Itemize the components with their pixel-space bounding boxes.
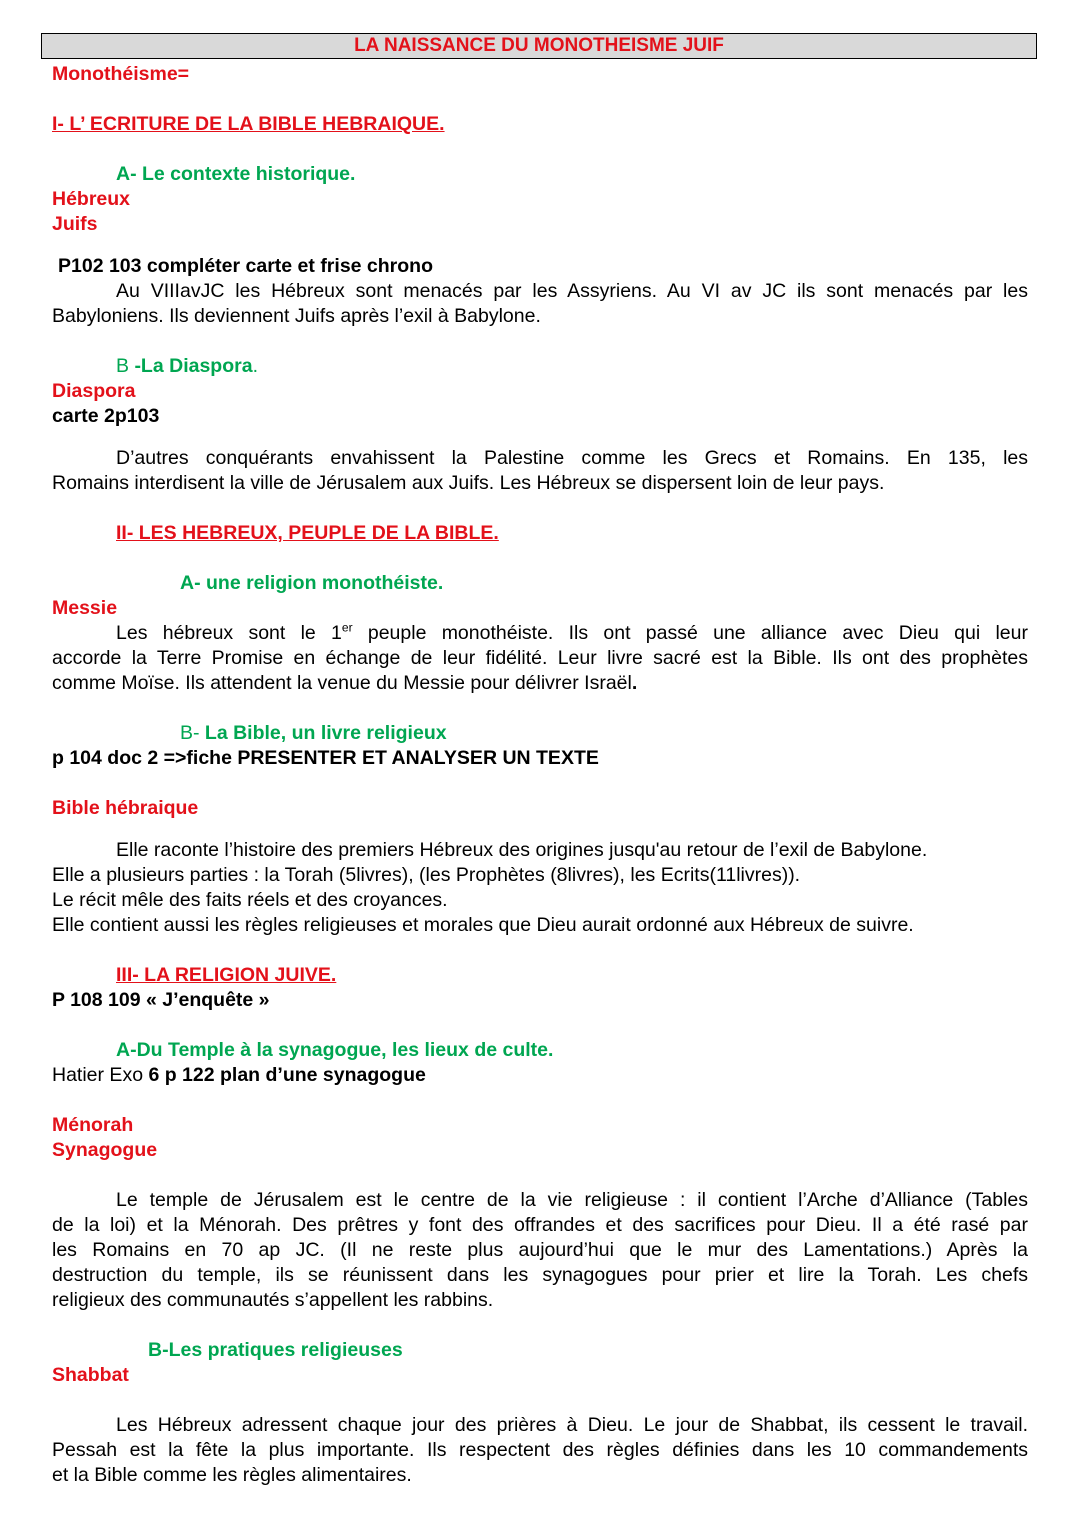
section-2b-title: La Bible, un livre religieux <box>204 722 447 744</box>
section-1b-title: -La Diaspora <box>134 355 253 377</box>
paragraph-line: destruction du temple, ils se réunissent dans les synagogues pour prier et lire la Torah. Les chefs <box>52 1264 1028 1286</box>
paragraph-line: Le temple de Jérusalem est le centre de la vie religieuse : il contient l’Arche d’Alliance (Tables <box>116 1189 1028 1211</box>
paragraph-line <box>52 671 1028 696</box>
term-monotheisme: Monothéisme= <box>52 63 190 85</box>
section-2b-prefix: B- <box>180 722 205 744</box>
section-2a-heading: A- une religion monothéiste. <box>180 572 444 594</box>
paragraph-line: accorde la Terre Promise en échange de leur fidélité. Leur livre sacré est la Bible. Ils ont des prophètes <box>52 647 1028 669</box>
exercise-p102: P102 103 compléter carte et frise chrono <box>58 255 434 277</box>
paragraph-line: de la loi) et la Ménorah. Des prêtres y font des offrandes et des sacrifices pour Dieu. Il a été rasé par <box>52 1214 1028 1236</box>
paragraph-line <box>52 621 1028 646</box>
paragraph-line: les Romains en 70 ap JC. (Il ne reste plus aujourd’hui que le mur des Lamentations.) Après la <box>52 1239 1028 1261</box>
section-1a-heading: A- Le contexte historique. <box>116 163 356 185</box>
text-span: Hatier Exo <box>52 1064 149 1086</box>
text-span: comme Moïse. Ils attendent la venue du Messie pour délivrer Israël <box>52 672 632 694</box>
text-span: . <box>631 672 638 694</box>
paragraph-line: D’autres conquérants envahissent la Palestine comme les Grecs et Romains. En 135, les <box>116 447 1028 469</box>
paragraph-line: Babyloniens. Ils deviennent Juifs après l’exil à Babylone. <box>52 305 541 327</box>
section-2b-heading <box>180 721 447 746</box>
exercise-p104: p 104 doc 2 =>fiche PRESENTER ET ANALYSER UN TEXTE <box>52 747 599 769</box>
section-1b-suffix: . <box>252 355 258 377</box>
exercise-hatier <box>52 1063 426 1088</box>
paragraph-line: religieux des communautés s’appellent les rabbins. <box>52 1289 494 1311</box>
text-span: 6 p 122 plan d’une synagogue <box>148 1064 426 1086</box>
section-1b-heading <box>116 354 258 379</box>
term-juifs: Juifs <box>52 213 98 235</box>
term-synagogue: Synagogue <box>52 1139 158 1161</box>
section-3a-heading: A-Du Temple à la synagogue, les lieux de culte. <box>116 1039 554 1061</box>
paragraph-line: et la Bible comme les règles alimentaires. <box>52 1464 412 1486</box>
section-1-heading: I- L’ ECRITURE DE LA BIBLE HEBRAIQUE. <box>52 113 445 135</box>
paragraph-line: Elle raconte l’histoire des premiers Hébreux des origines jusqu'au retour de l’exil de Babylone. <box>116 839 928 861</box>
term-menorah: Ménorah <box>52 1114 134 1136</box>
term-diaspora: Diaspora <box>52 380 136 402</box>
paragraph-line: Elle a plusieurs parties : la Torah (5livres), (les Prophètes (8livres), les Ecrits(11livres)). <box>52 864 801 886</box>
paragraph-line: Elle contient aussi les règles religieuses et morales que Dieu aurait ordonné aux Hébreux de suivre. <box>52 914 914 936</box>
exercise-carte: carte 2p103 <box>52 405 160 427</box>
text-span: Les hébreux sont le 1 <box>116 622 342 644</box>
exercise-p108: P 108 109 « J’enquête » <box>52 989 270 1011</box>
paragraph-line: Au VIIIavJC les Hébreux sont menacés par les Assyriens. Au VI av JC ils sont menacés par les <box>116 280 1028 302</box>
text-span: peuple monothéiste. Ils ont passé une alliance avec Dieu qui leur <box>352 622 1028 644</box>
paragraph-line: Pessah est la fête la plus importante. Ils respectent des règles définies dans les 10 commandements <box>52 1439 1028 1461</box>
term-shabbat: Shabbat <box>52 1364 129 1386</box>
superscript: er <box>341 620 353 635</box>
paragraph-line: Romains interdisent la ville de Jérusalem aux Juifs. Les Hébreux se dispersent loin de leur pays. <box>52 472 885 494</box>
paragraph-line: Le récit mêle des faits réels et des croyances. <box>52 889 448 911</box>
term-bible-hebraique: Bible hébraique <box>52 797 199 819</box>
section-3b-heading: B-Les pratiques religieuses <box>148 1339 403 1361</box>
term-hebreux: Hébreux <box>52 188 131 210</box>
term-messie: Messie <box>52 597 118 619</box>
section-2-heading: II- LES HEBREUX, PEUPLE DE LA BIBLE. <box>116 522 499 544</box>
section-1b-prefix: B <box>116 355 135 377</box>
document-title: LA NAISSANCE DU MONOTHEISME JUIF <box>41 33 1037 59</box>
section-3-heading: III- LA RELIGION JUIVE. <box>116 964 337 986</box>
paragraph-line: Les Hébreux adressent chaque jour des prières à Dieu. Le jour de Shabbat, ils cessent le travail. <box>116 1414 1028 1436</box>
